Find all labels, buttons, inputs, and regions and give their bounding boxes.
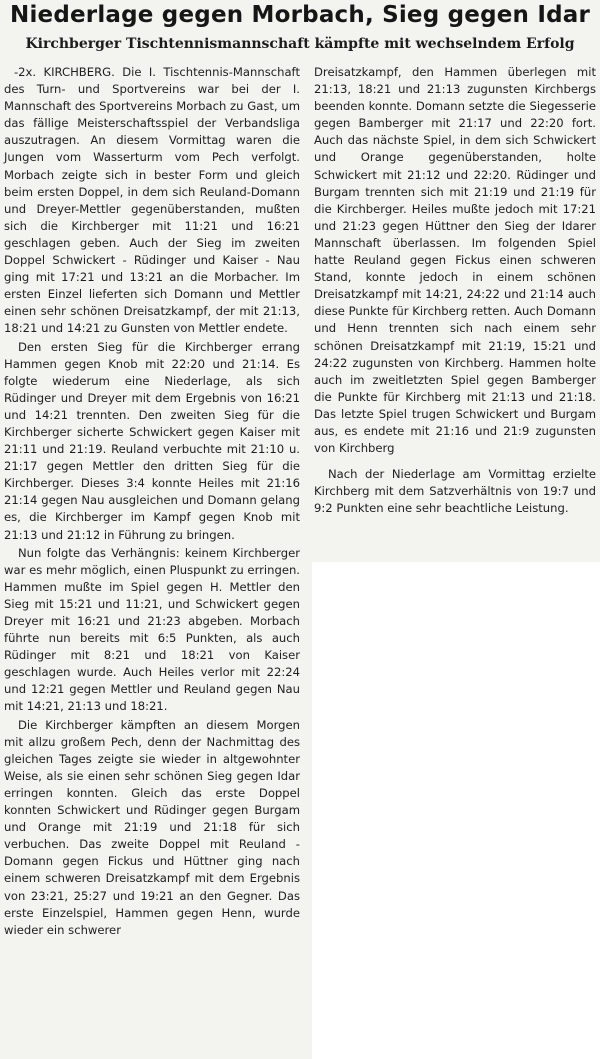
article-subheadline: Kirchberger Tischtennismannschaft kämpfte mit wechselndem Erfolg	[25, 36, 575, 52]
article-paragraph: Nun folgte das Verhängnis: keinem Kirchberger war es mehr möglich, einen Pluspunkt zu erringen. Hammen mußte im Spiel gegen H. Mettler den Sieg mit 15:21 und 11:21, und Schwickert gegen Dreyer mit 16:21 und 21:23 abgeben. Morbach führte nun bereits mit 6:5 Punkten, als auch Rüdinger mit 8:21 und 18:21 von Kaiser geschlagen wurde. Auch Heiles verlor mit 22:24 und 12:21 gegen Mettler und Reuland gegen Nau mit 14:21, 21:13 und 18:21.	[4, 545, 300, 714]
article-paragraph: Den ersten Sieg für die Kirchberger errang Hammen gegen Knob mit 22:20 und 21:14. Es folgte wiederum eine Niederlage, als sich Rüdinger und Dreyer mit dem Ergebnis von 16:21 und 14:21 trennten. Den zweiten Sieg für die Kirchberger sicherte Schwickert gegen Kaiser mit 21:11 und 21:19. Reuland verbuchte mit 21:10 u. 21:17 gegen Mettler den dritten Sieg für die Kirchberger. Dieses 3:4 konnte Heiles mit 21:16 21:14 gegen Nau ausgleichen und Domann gelang es, die Kirchberger im Kampf gegen Knob mit 21:13 und 21:12 in Führung zu bringen.	[4, 339, 300, 542]
left-column	[4, 64, 300, 939]
article-paragraph: Nach der Niederlage am Vormittag erzielte Kirchberg mit dem Satzverhältnis von 19:7 und 9:2 Punkten eine sehr beachtliche Leistung.	[314, 467, 596, 516]
article-headline: Niederlage gegen Morbach, Sieg gegen Idar	[10, 2, 590, 28]
blank-paper-area	[312, 562, 600, 1059]
article-paragraph: Dreisatzkampf, den Hammen überlegen mit 21:13, 18:21 und 21:13 zugunsten Kirchbergs beenden konnte. Domann setzte die Siegesserie gegen Bamberger mit 21:17 und 22:20 fort. Auch das nächste Spiel, in dem sich Schwickert und Orange gegenüberstanden, holte Schwickert mit 21:12 und 22:20. Rüdinger und Burgam trennten sich mit 21:19 und 21:19 für die Kirchberger. Heiles mußte jedoch mit 17:21 und 21:23 gegen Hüttner den Sieg der Idarer Mannschaft überlassen. Im folgenden Spiel hatte Reuland gegen Fickus einen schweren Stand, konnte jedoch in einem schönen Dreisatzkampf mit 14:21, 24:22 und 21:14 auch diese Punkte für Kirchberg retten. Auch Domann und Henn trennten sich nach einem sehr schönen Dreisatzkampf mit 21:19, 15:21 und 24:22 zugunsten von Kirchberg. Hammen holte auch im zweitletzten Spiel gegen Bamberger die Punkte für Kirchberg mit 21:13 und 21:18. Das letzte Spiel trugen Schwickert und Burgam aus, es endete mit 21:16 und 21:9 zugunsten von Kirchberg	[314, 65, 596, 456]
right-column	[314, 64, 596, 517]
article-paragraph: -2x. KIRCHBERG. Die I. Tischtennis-Mannschaft des Turn- und Sportvereins war bei der I. Mannschaft des Sportvereins Morbach zu Gast, um das fällige Meisterschaftsspiel der Verbandsliga auszutragen. An diesem Vormittag waren die Jungen vom Wasserturm vom Pech verfolgt. Morbach zeigte sich in bester Form und gleich beim ersten Doppel, in dem sich Reuland-Domann und Dreyer-Mettler gegenüberstanden, mußten sich die Kirchberger mit 11:21 und 16:21 geschlagen geben. Auch der Sieg im zweiten Doppel Schwickert - Rüdinger und Kaiser - Nau ging mit 17:21 und 13:21 an die Morbacher. Im ersten Einzel lieferten sich Domann und Mettler einen sehr schönen Dreisatzkampf, der mit 21:13, 18:21 und 14:21 zu Gunsten von Mettler endete.	[4, 65, 300, 336]
article-paragraph: Die Kirchberger kämpften an diesem Morgen mit allzu großem Pech, denn der Nachmittag des gleichen Tages zeigte sie wieder in altgewohnter Weise, als sie einen sehr schönen Sieg gegen Idar erringen konnten. Gleich das erste Doppel konnten Schwickert und Rüdinger gegen Burgam und Orange mit 21:19 und 21:18 für sich verbuchen. Das zweite Doppel mit Reuland - Domann gegen Fickus und Hüttner ging nach einem schweren Dreisatzkampf mit dem Ergebnis von 23:21, 25:27 und 19:21 an den Gegner. Das erste Einzelspiel, Hammen gegen Henn, wurde wieder ein schwerer	[4, 717, 300, 937]
